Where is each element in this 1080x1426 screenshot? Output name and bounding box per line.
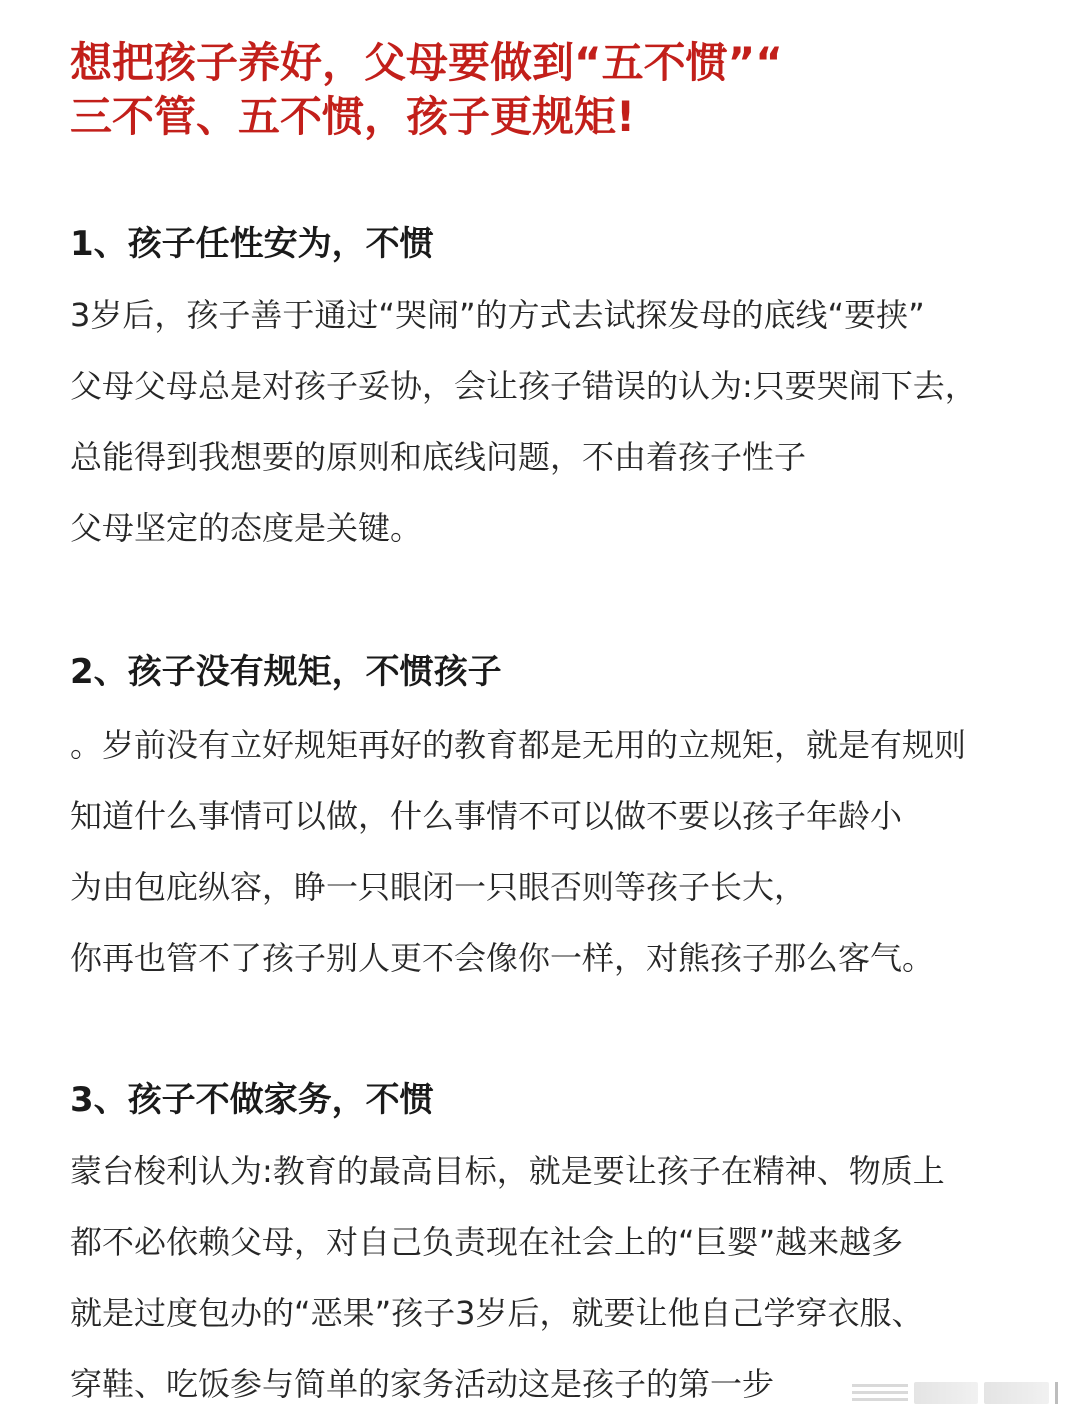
section-1-line-3: 总能得到我想要的原则和底线问题，不由着孩子性子 (70, 438, 807, 476)
section-3-heading: 3、孩子不做家务，不惯 (70, 1080, 434, 1120)
section-2-line-1: 。岁前没有立好规矩再好的教育都是无用的立规矩，就是有规则 (70, 726, 967, 764)
section-3-line-2: 都不必依赖父母，对自己负责现在社会上的“巨婴”越来越多 (70, 1223, 904, 1261)
section-1-line-4: 父母坚定的态度是关键。 (70, 509, 423, 547)
title-line-2: 三不管、五不惯，孩子更规矩! (70, 92, 636, 141)
section-3-line-3: 就是过度包办的“恶果”孩子3岁后，就要让他自己学穿衣服、 (70, 1294, 924, 1332)
section-3-line-4: 穿鞋、吃饭参与简单的家务活动这是孩子的第一步 (70, 1365, 775, 1403)
section-3-line-1: 蒙台梭利认为:教育的最高目标，就是要让孩子在精神、物质上 (70, 1152, 945, 1190)
watermark-logo (852, 1378, 1058, 1408)
watermark-block-icon-2 (984, 1382, 1049, 1404)
watermark-block-icon (914, 1382, 979, 1404)
title-line-1: 想把孩子养好，父母要做到“五不惯”“ (70, 38, 783, 87)
section-2-heading: 2、孩子没有规矩，不惯孩子 (70, 652, 502, 692)
section-1-line-1: 3岁后，孩子善于通过“哭闹”的方式去试探发母的底线“要挟” (70, 296, 925, 334)
watermark-lines-icon (852, 1382, 908, 1404)
section-2-line-2: 知道什么事情可以做，什么事情不可以做不要以孩子年龄小 (70, 797, 903, 835)
watermark-tick-icon (1055, 1382, 1058, 1404)
section-1-line-2: 父母父母总是对孩子妥协，会让孩子错误的认为:只要哭闹下去， (70, 367, 977, 405)
section-2-line-4: 你再也管不了孩子别人更不会像你一样，对熊孩子那么客气。 (70, 939, 935, 977)
section-2-line-3: 为由包庇纵容，睁一只眼闭一只眼否则等孩子长大， (70, 868, 807, 906)
section-1-heading: 1、孩子任性安为，不惯 (70, 224, 434, 264)
article-title (70, 36, 1020, 144)
